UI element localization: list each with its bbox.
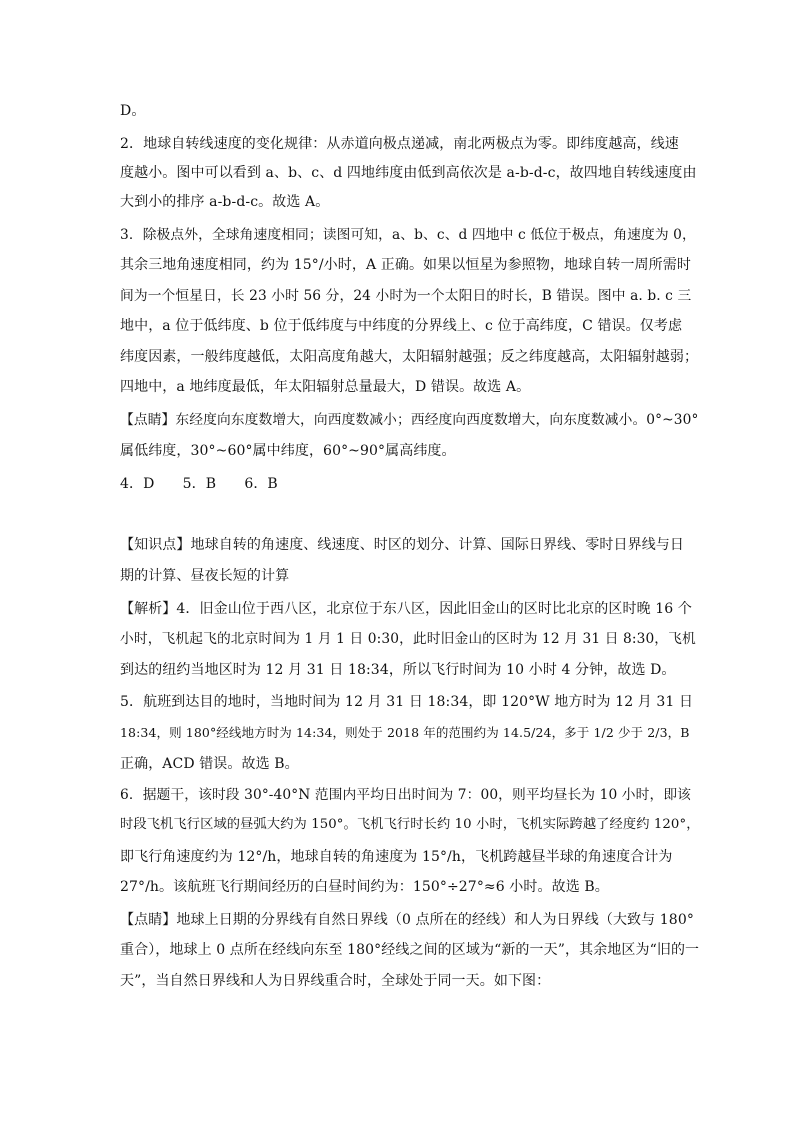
text-line: 5．航班到达目的地时，当地时间为 12 月 31 日 18:34，即 120°W 地方时为 12 月 31 日 <box>120 694 694 710</box>
text-line: 【点睛】地球上日期的分界线有自然日界线（0 点所在的经线）和人为日界线（大致与 180° <box>120 912 694 928</box>
text-line: 地中，a 位于低纬度、b 位于低纬度与中纬度的分界线上、c 位于高纬度，C 错误。仅考虑 <box>120 318 683 334</box>
text-line: 纬度因素，一般纬度越低，太阳高度角越大，太阳辐射越强；反之纬度越高，太阳辐射越弱； <box>120 349 699 365</box>
text-line: 【点睛】东经度向东度数增大，向西度数减小；西经度向西度数增大，向东度数减小。0°~30° <box>120 412 699 428</box>
text-line: 3．除极点外，全球角速度相同；读图可知，a、b、c、d 四地中 c 低位于极点，角速度为 0， <box>120 227 696 243</box>
text-line: 时段飞机飞行区域的昼弧大约为 150°。飞机飞行时长约 10 小时，飞机实际跨越了经度约 120°， <box>120 817 700 832</box>
text-line: 小时，飞机起飞的北京时间为 1 月 1 日 0:30，此时旧金山的区时为 12 月 31 日 8:30，飞机 <box>120 631 696 647</box>
text-line: 重合），地球上 0 点所在经线向东至 180°经线之间的区域为“新的一天”，其余地区为“旧的一 <box>120 942 700 958</box>
text-line: 间为一个恒星日，长 23 小时 56 分，24 小时为一个太阳日的时长，B 错误。图中 a. b. c 三 <box>120 288 692 304</box>
text-line: 四地中，a 地纬度最低，年太阳辐射总量最大，D 错误。故选 A。 <box>120 379 531 395</box>
text-line: 【知识点】地球自转的角速度、线速度、时区的划分、计算、国际日界线、零时日界线与日 <box>120 537 684 553</box>
text-line: 27°/h。该航班飞行期间经历的白昼时间约为：150°÷27°≈6 小时。故选 B。 <box>120 879 609 895</box>
text-line: 属低纬度，30°~60°属中纬度，60°~90°属高纬度。 <box>120 443 456 459</box>
text-line: D。 <box>120 103 146 119</box>
text-line: 天”，当自然日界线和人为日界线重合时，全球处于同一天。如下图： <box>120 973 551 989</box>
text-line: 正确，ACD 错误。故选 B。 <box>120 756 299 772</box>
text-line: 期的计算、昼夜长短的计算 <box>120 568 290 584</box>
text-line: 6．据题干，该时段 30°-40°N 范围内平均日出时间为 7：00，则平均昼长为 10 小时，即该 <box>120 787 692 803</box>
text-line: 其余三地角速度相同，约为 15°/小时，A 正确。如果以恒星为参照物，地球自转一周所需时 <box>120 257 691 273</box>
text-line: 4．D 5．B 6．B <box>120 476 278 492</box>
text-line: 18:34，则 180°经线地方时为 14:34，则处于 2018 年的范围约为 14.5/24，多于 1/2 少于 2/3，B <box>120 725 690 740</box>
text-line: 到达的纽约当地区时为 12 月 31 日 18:34，所以飞行时间为 10 小时 4 分钟，故选 D。 <box>120 662 676 678</box>
text-line: 大到小的排序 a-b-d-c。故选 A。 <box>120 194 330 210</box>
text-line: 【解析】4．旧金山位于西八区，北京位于东八区，因此旧金山的区时比北京的区时晚 16 个 <box>120 601 692 617</box>
text-line: 度越小。图中可以看到 a、b、c、d 四地纬度由低到高依次是 a-b-d-c，故四地自转线速度由 <box>120 165 697 181</box>
text-line: 即飞行角速度约为 12°/h，地球自转的角速度为 15°/h，飞机跨越昼半球的角速度合计为 <box>120 849 673 865</box>
text-line: 2．地球自转线速度的变化规律：从赤道向极点递减，南北两极点为零。即纬度越高，线速 <box>120 136 679 152</box>
